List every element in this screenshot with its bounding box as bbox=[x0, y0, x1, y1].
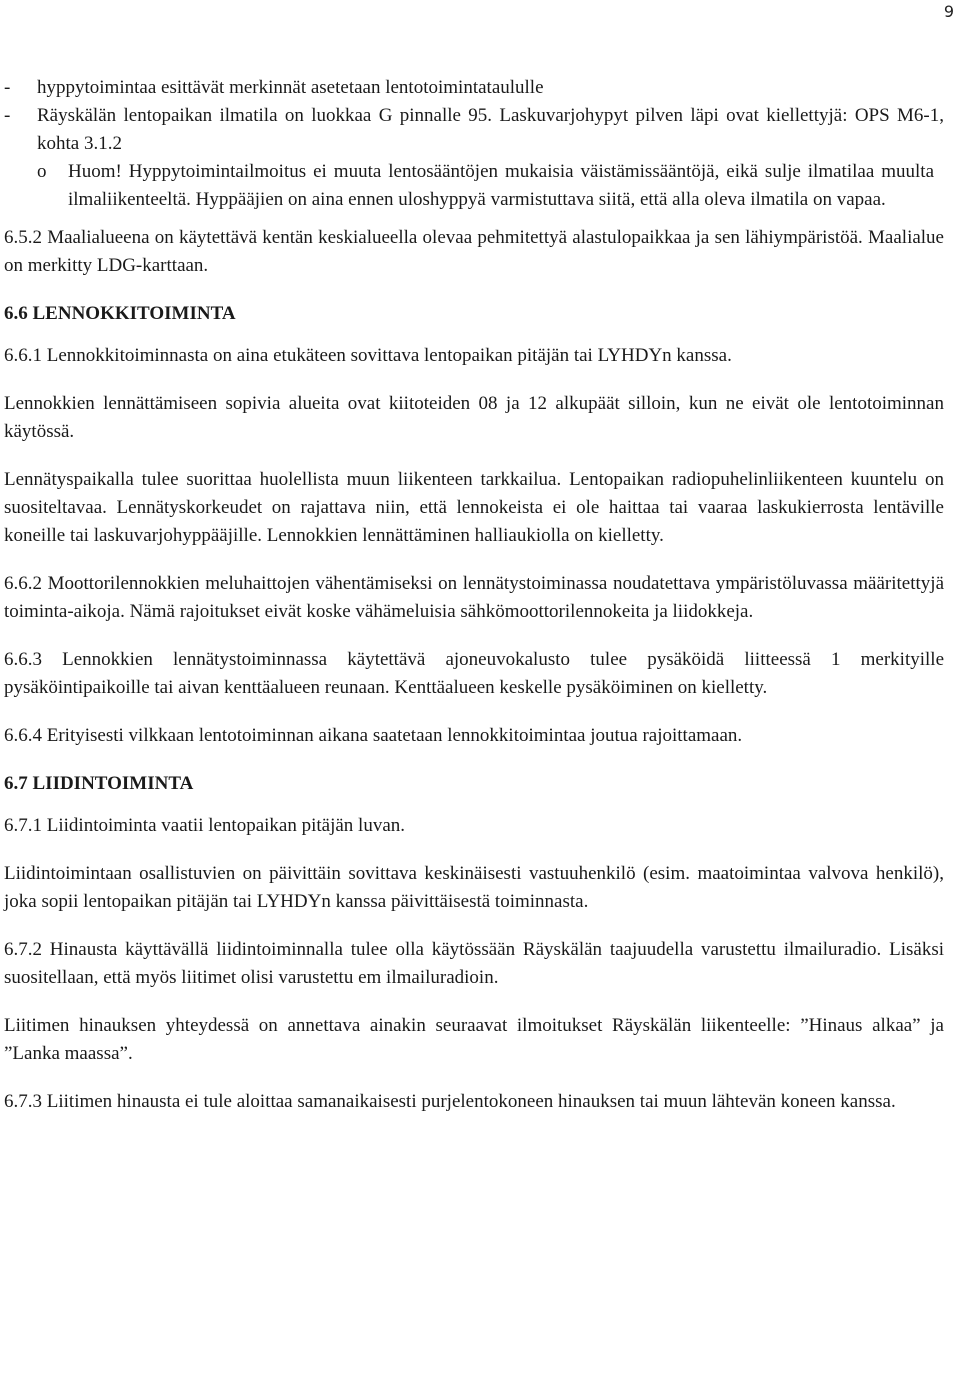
list-item-text: hyppytoimintaa esittävät merkinnät asetetaan lentotoimintataululle bbox=[37, 77, 544, 98]
sub-list bbox=[37, 158, 944, 214]
sub-list-item-text: Huom! Hyppytoimintailmoitus ei muuta lentosääntöjen mukaisia väistämissääntöjä, eikä sulje ilmatilaa muulta ilmaliikenteeltä. Hyppääjien on aina ennen uloshyppyä varmistuttava siitä, että alla oleva ilmatila on vapaa. bbox=[68, 161, 934, 210]
paragraph-6-7-3: 6.7.3 Liitimen hinausta ei tule aloittaa samanaikaisesti purjelentokoneen hinauksen tai muun lähtevän koneen kanssa. bbox=[4, 1091, 896, 1112]
paragraph-6-6-1: 6.6.1 Lennokkitoiminnasta on aina etukäteen sovittava lentopaikan pitäjän tai LYHDYn kanssa. bbox=[4, 345, 732, 366]
section-heading-6-6: 6.6 LENNOKKITOIMINTA bbox=[4, 303, 236, 324]
list-item bbox=[4, 74, 944, 102]
paragraph-6-7-2: 6.7.2 Hinausta käyttävällä liidintoiminnalla tulee olla käytössään Räyskälän taajuudella varustettu ilmailuradio. Lisäksi suositellaan, että myös liitimet olisi varustettu em ilmailuradioin. bbox=[4, 939, 944, 988]
bullet-dash: - bbox=[4, 105, 11, 126]
sub-list-item bbox=[37, 158, 944, 214]
paragraph-6-6-2: 6.6.2 Moottorilennokkien meluhaittojen vähentämiseksi on lennätystoiminassa noudatettava ympäristöluvassa määritettyjä toiminta-aikoja. Nämä rajoitukset eivät koske vähämeluisia sähkömoottorilennokeita ja liidokkeja. bbox=[4, 573, 944, 622]
sub-bullet-marker: o bbox=[37, 161, 47, 182]
paragraph-6-5-2: 6.5.2 Maalialueena on käytettävä kentän keskialueella olevaa pehmitettyä alastulopaikkaa ja sen lähiympäristöä. Maalialue on merkitty LDG-karttaan. bbox=[4, 227, 944, 276]
bullet-list bbox=[4, 74, 944, 214]
paragraph-6-7-1-responsible: Liidintoimintaan osallistuvien on päivittäin sovittava keskinäisesti vastuuhenkilö (esim. maatoimintaa valvova henkilö), joka sopii lentopaikan pitäjän tai LYHDYn kanssa päivittäisestä toiminnasta. bbox=[4, 863, 944, 912]
paragraph-6-7-1: 6.7.1 Liidintoiminta vaatii lentopaikan pitäjän luvan. bbox=[4, 815, 406, 836]
paragraph-6-6-4: 6.6.4 Erityisesti vilkkaan lentotoiminnan aikana saatetaan lennokkitoimintaa joutua rajoittamaan. bbox=[4, 725, 743, 746]
paragraph-6-6-1-observation: Lennätyspaikalla tulee suorittaa huolellista muun liikenteen tarkkailua. Lentopaikan radiopuhelinliikenteen kuuntelu on suositeltavaa. Lennätyskorkeudet on rajattava niin, että lennokeista ei ole haittaa tai vaaraa laskukierrosta lentäville koneille tai laskuvarjohyppääjille. Lennokkien lennättäminen halliaukiolla on kielletty. bbox=[4, 469, 944, 546]
document-body bbox=[4, 74, 944, 1136]
bullet-dash: - bbox=[4, 77, 11, 98]
list-item-text: Räyskälän lentopaikan ilmatila on luokkaa G pinnalle 95. Laskuvarjohypyt pilven läpi ovat kiellettyjä: OPS M6-1, kohta 3.1.2 bbox=[37, 105, 944, 154]
paragraph-6-6-3: 6.6.3 Lennokkien lennätystoiminnassa käytettävä ajoneuvokalusto tulee pysäköidä liitteessä 1 merkityille pysäköintipaikoille tai aivan kenttäalueen reunaan. Kenttäalueen keskelle pysäköiminen on kielletty. bbox=[4, 649, 944, 698]
list-item bbox=[4, 102, 944, 158]
page-number: 9 bbox=[943, 2, 954, 21]
paragraph-6-6-1-areas: Lennokkien lennättämiseen sopivia alueita ovat kiitoteiden 08 ja 12 alkupäät silloin, kun ne eivät ole lentotoiminnan käytössä. bbox=[4, 393, 944, 442]
paragraph-6-7-2-notices: Liitimen hinauksen yhteydessä on annettava ainakin seuraavat ilmoitukset Räyskälän liikenteelle: ”Hinaus alkaa” ja ”Lanka maassa”. bbox=[4, 1015, 944, 1064]
section-heading-6-7: 6.7 LIIDINTOIMINTA bbox=[4, 773, 194, 794]
